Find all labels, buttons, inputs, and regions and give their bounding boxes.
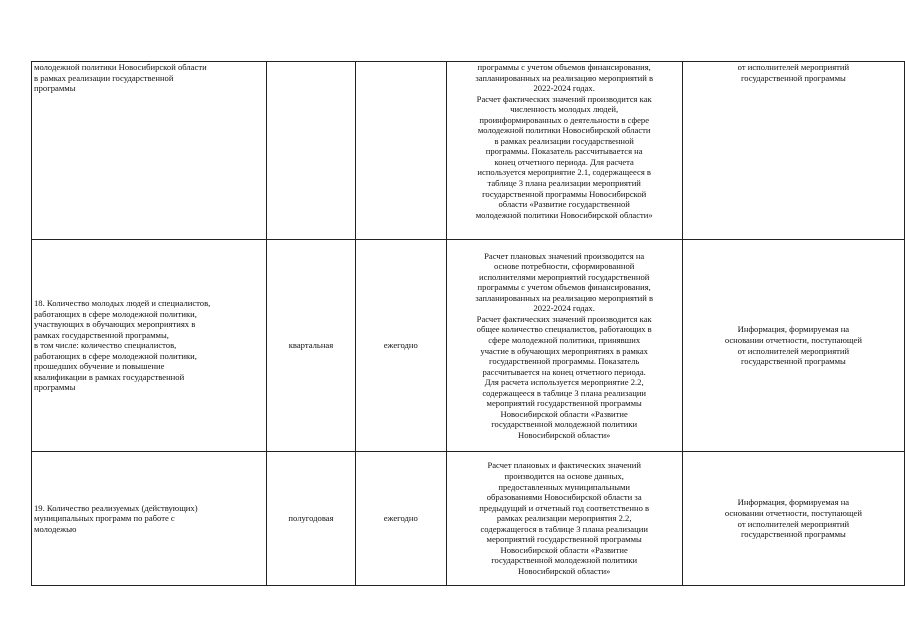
periodicity-cell: квартальная (267, 240, 356, 452)
table-row (32, 452, 905, 586)
periodicity-cell: полугодовая (267, 452, 356, 586)
frequency-cell: ежегодно (355, 452, 446, 586)
calculation-method-cell: Расчет плановых и фактических значений производится на основе данных, предоставленных муниципальными образованиями Новосибирской области за предыдущий и отчетный год соответственно в рамках реализации мероприятия 2.2, содержащегося в таблице 3 плана реализации мероприятий государственной программы Новосибирской области «Развитие государственной молодежной политики Новосибирской области» (446, 452, 682, 586)
indicator-cell: 19. Количество реализуемых (действующих) муниципальных программ по работе с молодежью (32, 452, 267, 586)
indicator-cell: 18. Количество молодых людей и специалистов, работающих в сфере молодежной политики, участвующих в обучающих мероприятиях в рамках государственной программы, в том числе: количество специалистов, работающих в сфере молодежной политики, прошедших обучение и повышение квалификации в рамках государственной программы (32, 240, 267, 452)
data-source-cell: от исполнителей мероприятий государственной программы (682, 62, 904, 240)
indicator-cell: молодежной политики Новосибирской области в рамках реализации государственной программы (32, 62, 267, 240)
frequency-cell: ежегодно (355, 240, 446, 452)
frequency-cell (355, 62, 446, 240)
calculation-method-cell: программы с учетом объемов финансирования, запланированных на реализацию мероприятий в 2022-2024 годах. Расчет фактических значений производится как численность молодых людей, проинформированных о деятельности в сфере молодежной политики Новосибирской области в рамках реализации государственной программы. Показатель рассчитывается на конец отчетного периода. Для расчета используется мероприятие 2.1, содержащееся в таблице 3 плана реализации мероприятий государственной программы Новосибирской области «Развитие государственной молодежной политики Новосибирской области» (446, 62, 682, 240)
data-source-cell: Информация, формируемая на основании отчетности, поступающей от исполнителей мероприятий государственной программы (682, 240, 904, 452)
table-row (32, 62, 905, 240)
table-row (32, 240, 905, 452)
calculation-method-cell: Расчет плановых значений производится на основе потребности, сформированной исполнителями мероприятий государственной программы с учетом объемов финансирования, запланированных на реализацию мероприятий в 2022-2024 годах. Расчет фактических значений производится как общее количество специалистов, работающих в сфере молодежной политики, принявших участие в обучающих мероприятиях в рамках государственной программы. Показатель рассчитывается на конец отчетного периода. Для расчета используется мероприятие 2.2, содержащееся в таблице 3 плана реализации мероприятий государственной программы Новосибирской области «Развитие государственной молодежной политики Новосибирской области» (446, 240, 682, 452)
periodicity-cell (267, 62, 356, 240)
data-source-cell: Информация, формируемая на основании отчетности, поступающей от исполнителей мероприятий государственной программы (682, 452, 904, 586)
indicator-table (31, 61, 905, 586)
